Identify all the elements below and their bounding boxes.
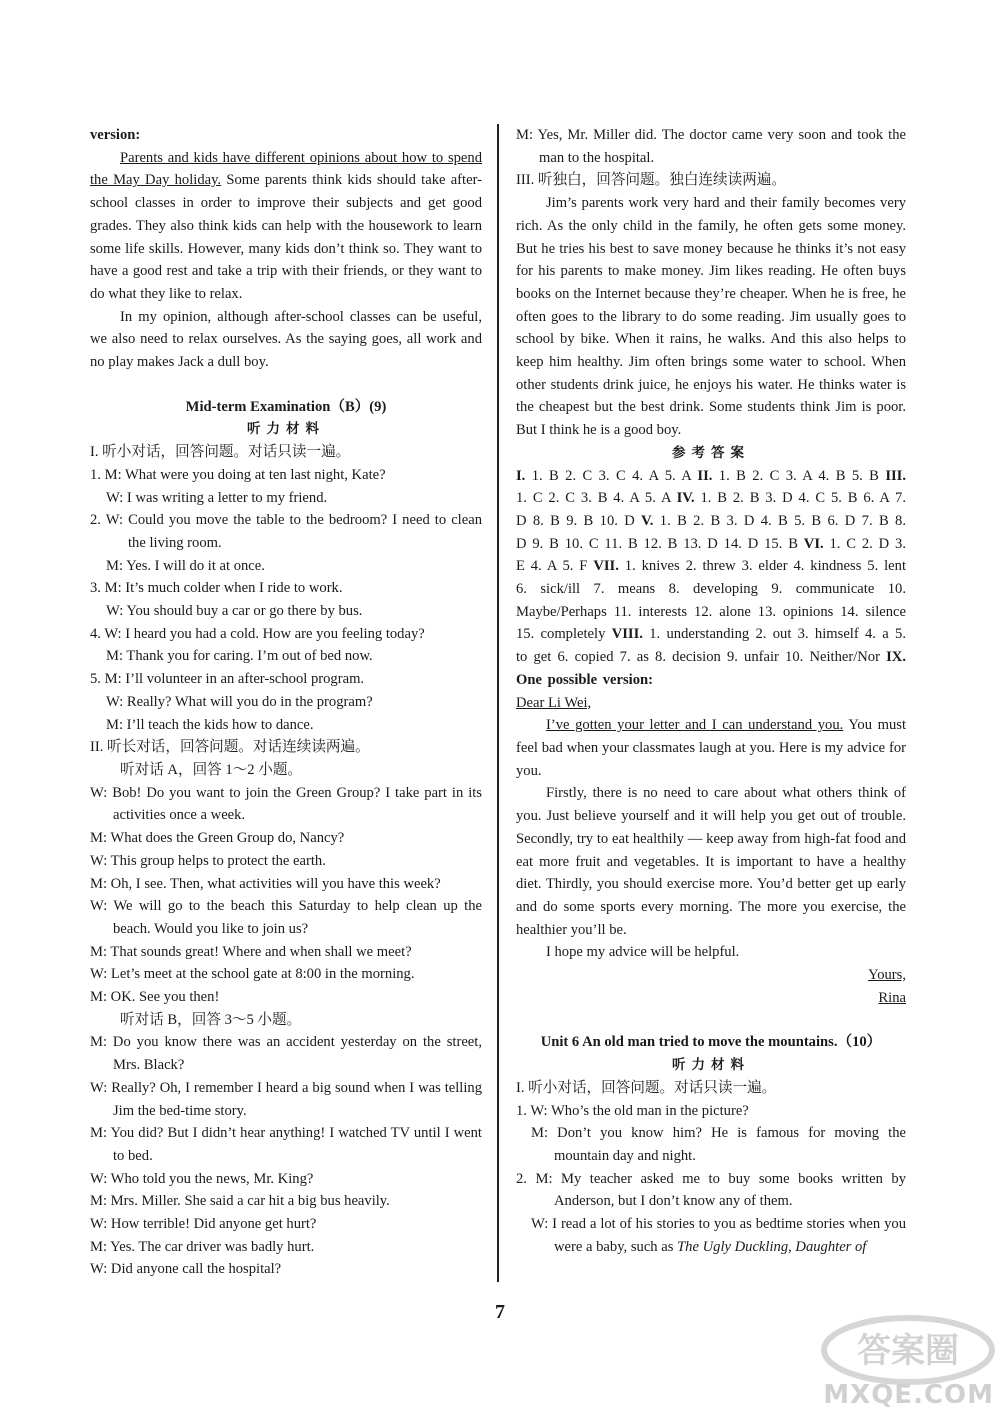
watermark-site: MXQE.COM: [823, 1380, 994, 1410]
answer-part-label: VIII.: [611, 626, 643, 643]
dialog-line: M: That sounds great! Where and when shall we meet?: [90, 943, 412, 960]
answers-heading: 参考答案: [672, 444, 750, 461]
dialog-line: W: How terrible! Did anyone get hurt?: [90, 1216, 317, 1233]
book-title: The Ugly Duckling: [677, 1238, 789, 1255]
answer-part-text: 1. B 2. C 3. C 4. A 5. A: [525, 467, 698, 484]
dialog-line: M: I’ll teach the kids how to dance.: [106, 716, 314, 733]
letter-signature: [516, 987, 906, 1010]
letter-p1-body: You must feel bad when your classmates laugh at you. Here is my advice for you.: [516, 717, 906, 779]
part1b-heading: I. 听小对话，回答问题。对话只读一遍。: [516, 1079, 777, 1096]
answer-part-label: IV.: [676, 490, 695, 507]
dialog-line: M: Mrs. Miller. She said a car hit a big bus heavily.: [90, 1193, 390, 1210]
essay-p1-body: Some parents think kids should take after-school classes in order to improve their subjects and get good grades. They also think kids can help with the housework to learn some life skills. However, many kids don’t think so. They want to have a good rest and take a trip with their friends, or they want to do what they like to relax.: [90, 172, 483, 302]
dialog-text: ,: [788, 1238, 796, 1255]
column-divider: [497, 124, 499, 1282]
book-title: Daughter of: [795, 1238, 867, 1255]
answer-part-label: VII.: [593, 558, 619, 575]
answer-part-label: I.: [516, 467, 526, 484]
dialog-line: 5. M: I’ll volunteer in an after-school program.: [90, 671, 365, 688]
dialog-line: M: You did? But I didn’t hear anything! I watched TV until I went to bed.: [90, 1125, 482, 1164]
page-number: 7: [495, 1301, 505, 1323]
answer-part-label: VI.: [803, 535, 824, 552]
dialog-line: W: Who told you the news, Mr. King?: [90, 1170, 314, 1187]
section-title: Mid-term Examination（B）(9): [185, 398, 387, 415]
part1-heading: I. 听小对话，回答问题。对话只读一遍。: [90, 444, 351, 461]
dialog-a-intro: 听对话 A，回答 1～2 小题。: [120, 761, 303, 778]
version-label: version:: [90, 127, 141, 143]
dialog-line: W: Bob! Do you want to join the Green Group? I take part in its activities once a week.: [90, 784, 482, 824]
answer-part-text: 1. B 2. C 3. A 4. B 5. B: [712, 467, 886, 484]
dialog-line: W: We will go to the beach this Saturday to help clean up the beach. Would you like to join us?: [90, 898, 482, 937]
answer-part-text: 1. B 2. B 3. D 4. C 5. B 6. A 7. D 8. B 9. B 10. D: [516, 490, 906, 529]
materials-heading: 听力材料: [247, 421, 325, 438]
dialog-line: W: Did anyone call the hospital?: [90, 1261, 282, 1278]
answer-part-text: 1. C 2. C 3. B 4. A 5. A: [516, 490, 677, 507]
dialog-line: 2. M: My teacher asked me to buy some books written by Anderson, but I don’t know any of them.: [516, 1170, 906, 1210]
monologue-text: Jim’s parents work very hard and their family becomes very rich. As the only child in the family, he often gets some money. But he tries his best to save money because he thinks it’s not easy for his parents to make money. Jim likes reading. He often buys books on the Internet because they’re cheaper. When he is free, he often goes to the library to do some reading. Jim usually goes to school by bike. When it rains, he walks. And this also helps to keep him healthy. Jim often brings some water to school. When other students drink juice, he enjoys his water. He thinks water is the cheapest but the best drink. Some students think Jim is poor. But I think he is a good boy.: [516, 195, 906, 439]
dialog-b-intro: 听对话 B，回答 3～5 小题。: [120, 1011, 302, 1028]
letter-greeting: Dear Li Wei,: [516, 694, 592, 711]
part3-heading: III. 听独白，回答问题。独白连续读两遍。: [516, 172, 786, 189]
answer-key: [516, 465, 906, 692]
dialog-line: M: Do you know there was an accident yesterday on the street, Mrs. Black?: [90, 1034, 482, 1074]
dialog-line: M: OK. See you then!: [90, 989, 220, 1006]
letter-closing-text: Yours,: [868, 967, 906, 984]
essay-topic-sentence: Parents and kids have different opinions about how to spend the May Day holiday.: [90, 149, 482, 189]
dialog-line: 2. W: Could you move the table to the bedroom? I need to clean the living room.: [90, 512, 482, 551]
dialog-line: W: I was writing a letter to my friend.: [106, 489, 328, 506]
dialog-line: W: Really? Oh, I remember I heard a big sound when I was telling Jim the bed-time story.: [90, 1079, 482, 1119]
answer-part-text: 1. C 2. D 3. E 4. A 5. F: [516, 535, 906, 575]
letter-signature-text: Rina: [878, 989, 906, 1006]
letter-paragraph-1: [516, 714, 906, 782]
dialog-line: W: Really? What will you do in the program?: [106, 693, 373, 710]
answer-part-text: 1. B 2. B 3. D 4. B 5. B 6. D 7. B 8. D 9. B 10. C 11. B 12. B 13. D 14. D 15. B: [516, 512, 906, 552]
answer-part-label: IX. One possible version:: [516, 649, 906, 688]
dialog-line: W: This group helps to protect the earth.: [90, 852, 326, 869]
dialog-line: M: Thank you for caring. I’m out of bed now.: [106, 648, 373, 665]
dialog-line: M: Yes. I will do it at once.: [106, 557, 265, 574]
dialog-line: 4. W: I heard you had a cold. How are you feeling today?: [90, 625, 425, 642]
dialog-line: [516, 1213, 906, 1258]
dialog-line: W: You should buy a car or go there by bus.: [106, 603, 363, 620]
essay-paragraph-1: [90, 147, 482, 306]
dialog-line: 1. W: Who’s the old man in the picture?: [516, 1102, 749, 1119]
letter-paragraph-3: I hope my advice will be helpful.: [546, 944, 740, 961]
dialog-line: W: Let’s meet at the school gate at 8:00 in the morning.: [90, 966, 415, 983]
answer-part-text: 1. understanding 2. out 3. himself 4. a 5. to get 6. copied 7. as 8. decision 9. unfair 10. Neither/Nor: [516, 626, 906, 666]
dialog-line: M: What does the Green Group do, Nancy?: [90, 830, 345, 847]
letter-paragraph-2: Firstly, there is no need to care about what others think of you. Just believe yourself and it will help you get out of trouble. Secondly, try to eat healthily — keep away from high-fat food and eat more fruit and vegetables. It is important to have a healthy diet. Thirdly, you should exercise more. You’d better get up early and do some sports every morning. The more you exercise, the healthier you’ll be.: [516, 785, 906, 938]
dialog-line: M: Yes. The car driver was badly hurt.: [90, 1238, 315, 1255]
letter-opening: I’ve gotten your letter and I can understand you.: [546, 717, 844, 734]
materials2-heading: 听力材料: [672, 1057, 750, 1074]
dialog-line: M: Yes, Mr. Miller did. The doctor came very soon and took the man to the hospital.: [516, 127, 906, 166]
section2-title: Unit 6 An old man tried to move the mountains.（10）: [540, 1034, 882, 1051]
watermark-logo-text: 答案圈: [857, 1331, 959, 1371]
answer-part-label: III.: [885, 467, 906, 484]
answer-part-label: V.: [641, 512, 654, 529]
right-column: [516, 124, 906, 1258]
dialog-line: 3. M: It’s much colder when I ride to work.: [90, 580, 343, 597]
dialog-text: W: I read a lot of his stories to you as bedtime stories when you were a baby, such as: [531, 1216, 906, 1255]
left-column: [90, 124, 482, 1281]
answer-part-label: II.: [697, 467, 713, 484]
letter-closing: [516, 964, 906, 987]
dialog-line: 1. M: What were you doing at ten last night, Kate?: [90, 466, 386, 483]
dialog-line: M: Oh, I see. Then, what activities will you have this week?: [90, 875, 441, 892]
part2-heading: II. 听长对话，回答问题。对话连续读两遍。: [90, 739, 370, 756]
essay-paragraph-2: In my opinion, although after-school classes can be useful, we also need to relax ourselves. As the saying goes, all work and no play makes Jack a dull boy.: [90, 308, 482, 371]
answer-part-text: 1. knives 2. threw 3. elder 4. kindness 5. lent 6. sick/ill 7. means 8. developing 9. communicate 10. Maybe/Perhaps 11. interests 12. alone 13. opinions 14. silence 15. completely: [516, 558, 907, 643]
dialog-line: M: Don’t you know him? He is famous for moving the mountain day and night.: [531, 1125, 906, 1164]
